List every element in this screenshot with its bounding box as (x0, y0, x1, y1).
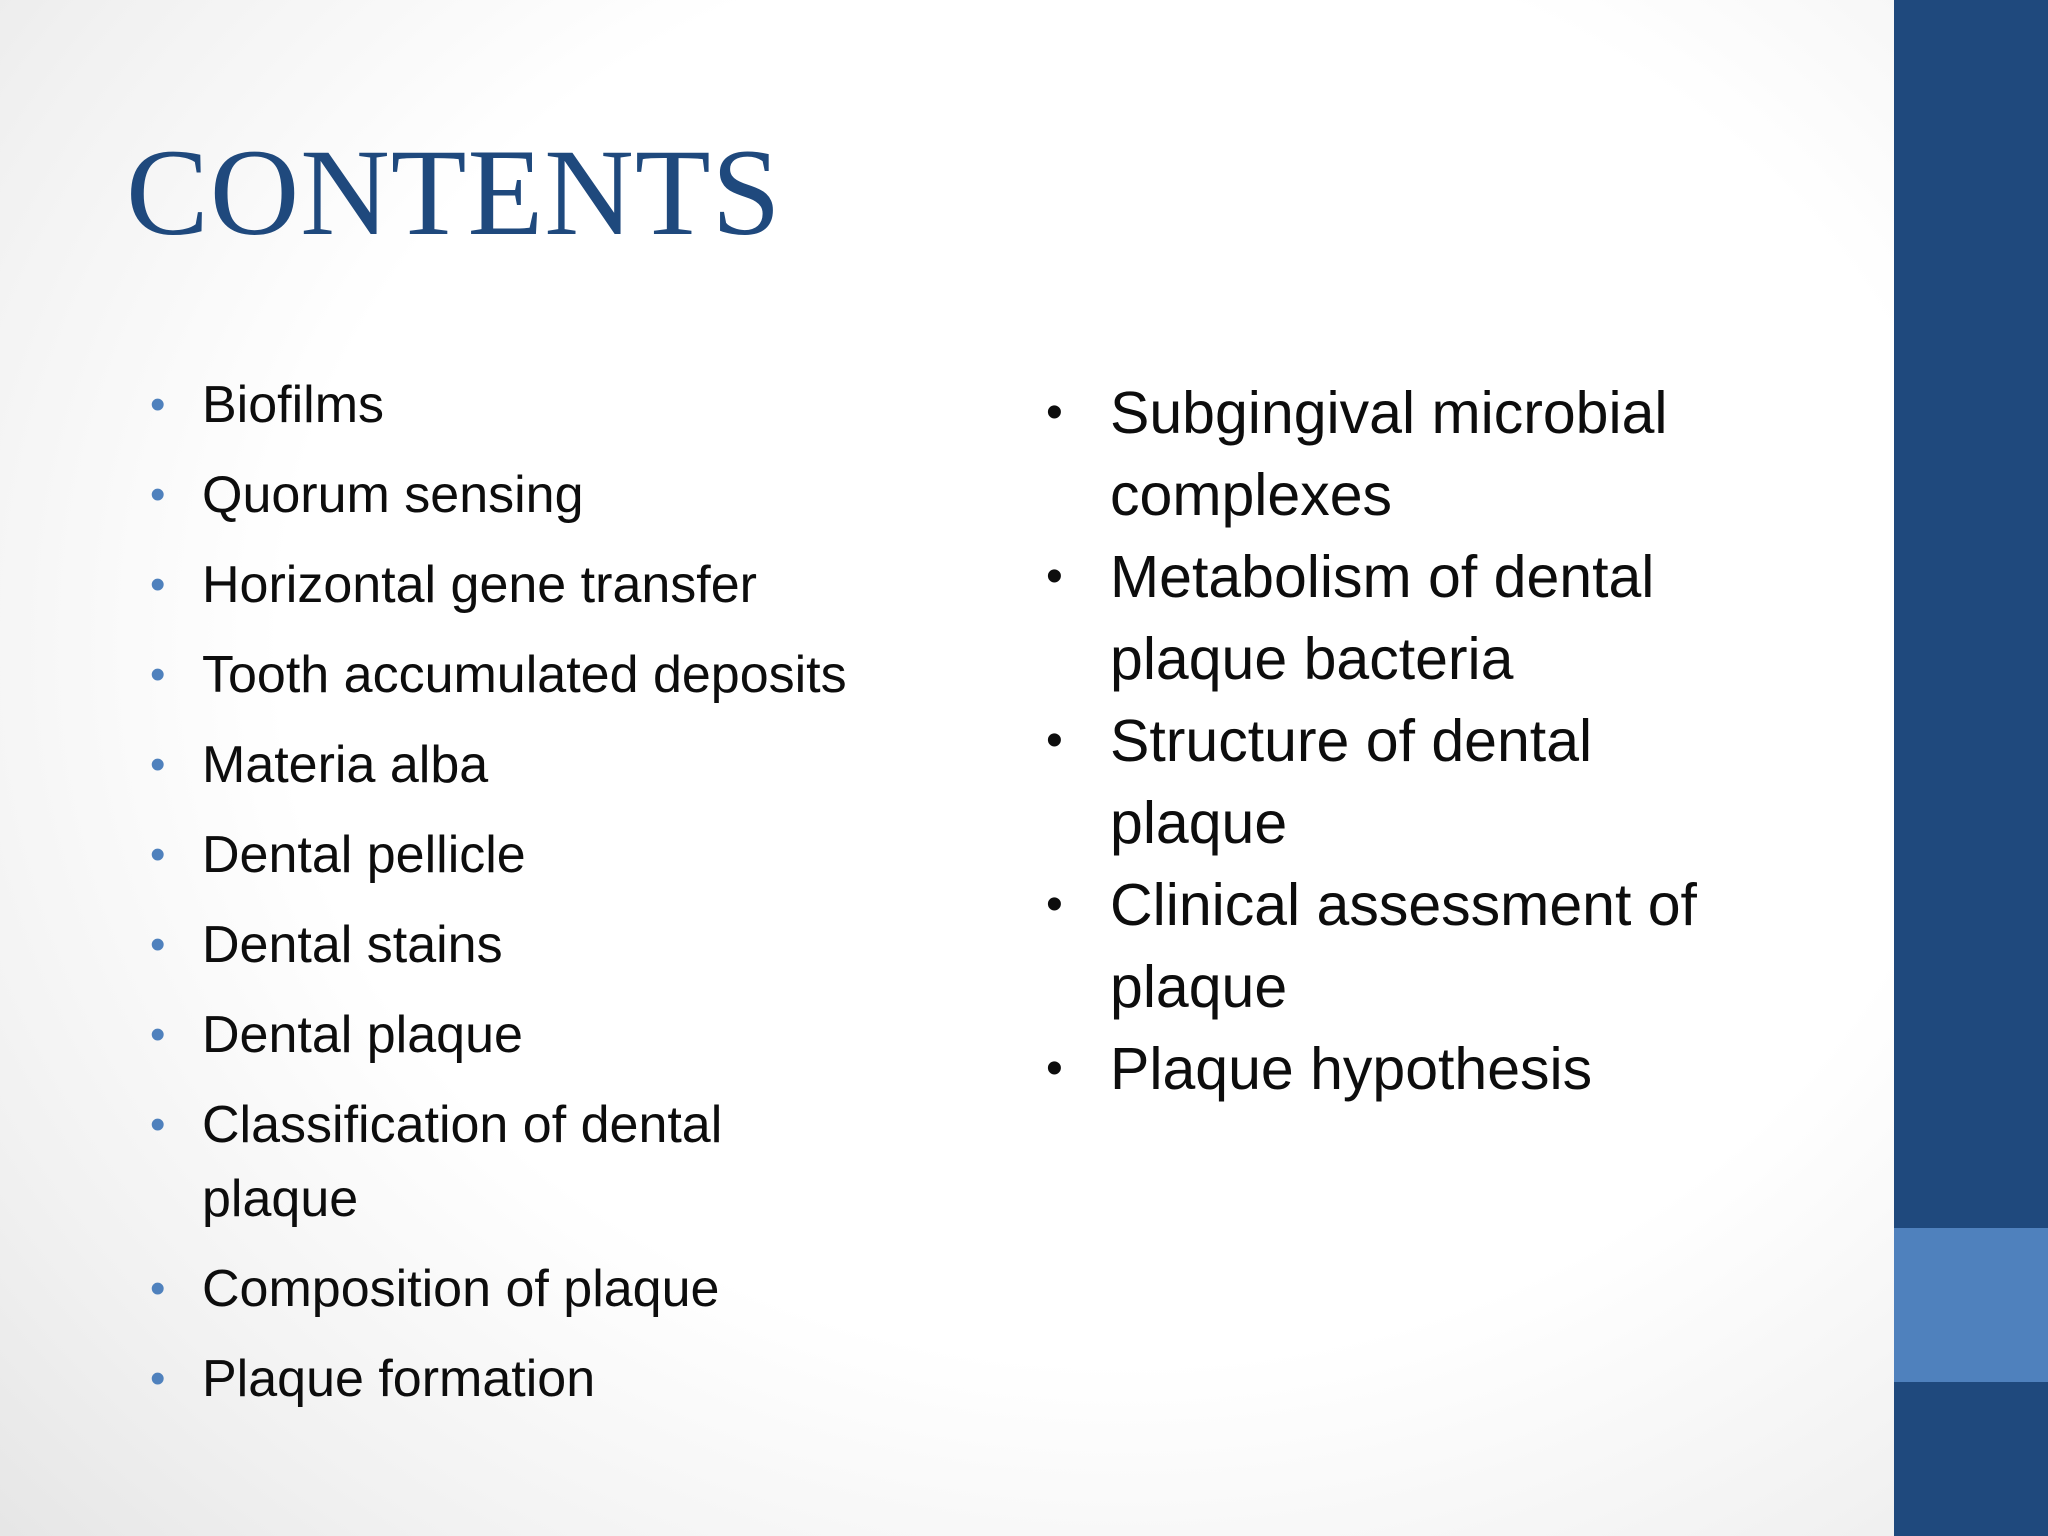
list-item (150, 818, 950, 892)
bullet-icon: • (1046, 1042, 1063, 1095)
list-item (150, 1252, 950, 1326)
list-item (150, 1088, 950, 1236)
list-item-label: Subgingival microbial complexes (1110, 380, 1668, 528)
list-item (1040, 864, 1820, 1028)
list-item-label: Composition of plaque (202, 1260, 720, 1318)
list-item-label: Dental pellicle (202, 826, 526, 884)
bullet-icon: • (1046, 714, 1063, 767)
list-item (150, 908, 950, 982)
bullet-icon: • (1046, 878, 1063, 931)
list-item-label: Tooth accumulated deposits (202, 646, 847, 704)
bullet-icon: • (1046, 550, 1063, 603)
contents-list-left (150, 368, 950, 1432)
list-item-label: Biofilms (202, 376, 385, 434)
bullet-icon: • (150, 1354, 166, 1403)
list-item (150, 368, 950, 442)
list-item-label: Quorum sensing (202, 466, 584, 524)
bullet-icon: • (150, 560, 166, 609)
bullet-icon: • (150, 1100, 166, 1149)
contents-list-right (1040, 372, 1820, 1110)
bullet-icon: • (150, 740, 166, 789)
bullet-icon: • (150, 650, 166, 699)
list-item (1040, 536, 1820, 700)
list-item-label: Clinical assessment of plaque (1110, 872, 1697, 1020)
bullet-icon: • (150, 1264, 166, 1313)
bullet-icon: • (150, 920, 166, 969)
slide-title: CONTENTS (126, 124, 782, 261)
bullet-icon: • (1046, 386, 1063, 439)
list-item (150, 728, 950, 802)
list-item (1040, 700, 1820, 864)
bullet-icon: • (150, 470, 166, 519)
list-item-label: Plaque formation (202, 1350, 596, 1408)
sidebar-accent-block (1894, 1228, 2048, 1382)
list-item-label: Horizontal gene transfer (202, 556, 757, 614)
list-item (1040, 372, 1820, 536)
list-item (150, 458, 950, 532)
list-item (1040, 1028, 1820, 1110)
bullet-icon: • (150, 1010, 166, 1059)
list-item-label: Plaque hypothesis (1110, 1036, 1593, 1102)
bullet-icon: • (150, 380, 166, 429)
list-item (150, 1342, 950, 1416)
bullet-icon: • (150, 830, 166, 879)
list-item-label: Materia alba (202, 736, 489, 794)
list-item-label: Dental plaque (202, 1006, 523, 1064)
list-item-label: Dental stains (202, 916, 503, 974)
list-item-label: Classification of dental plaque (202, 1096, 723, 1228)
list-item (150, 998, 950, 1072)
list-item (150, 638, 950, 712)
list-item (150, 548, 950, 622)
list-item-label: Structure of dental plaque (1110, 708, 1593, 856)
list-item-label: Metabolism of dental plaque bacteria (1110, 544, 1655, 692)
